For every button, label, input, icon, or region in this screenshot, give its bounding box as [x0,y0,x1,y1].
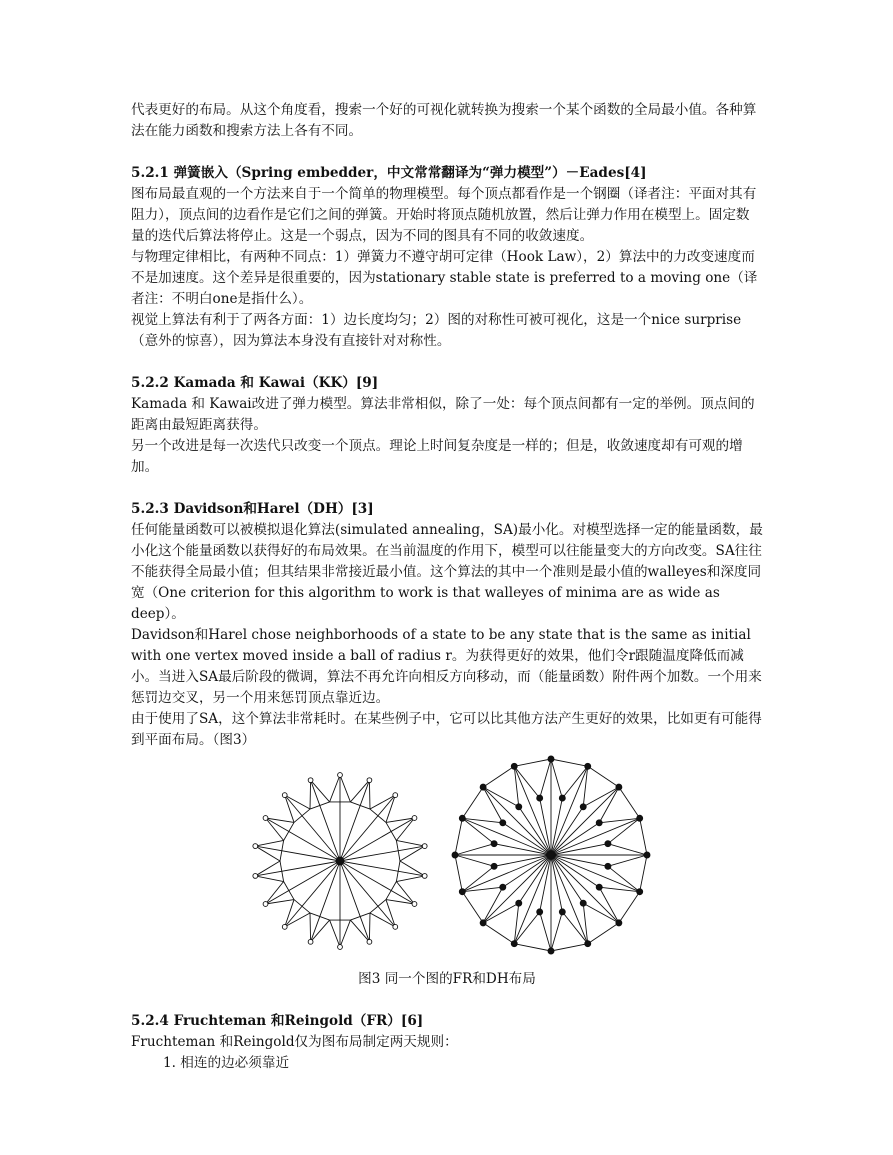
figure-3-graphs [131,755,763,967]
graph-edge [350,780,369,802]
graph-edge [551,944,588,951]
graph-node [338,773,343,778]
section-5-2-3-paragraph-2: Davidson和Harel chose neighborhoods of a state to be any state that is the same as initial with one vertex moved inside a ball of radius r。为获得更好的效果，他们令r跟随温度降低而减小。当进入SA最后阶段的微调，算法不再允许向相反方向移动，而（能量函数）附件两个加数。一个用来惩罚边交叉，另一个用来惩罚顶点靠近边。 [131,627,762,706]
graph-edge [562,766,587,798]
graph-edge [608,855,647,866]
graph-node [308,778,313,783]
graph-node [637,889,643,895]
graph-edge [455,855,462,892]
graph-edge [640,855,647,892]
graph-edge [514,944,551,951]
graph-node [548,948,554,954]
graph-edge [285,861,340,927]
graph-edge [396,882,414,904]
graph-edge [340,861,369,942]
graph-edge [551,759,562,798]
graph-node [516,900,522,906]
graph-edge [311,780,330,802]
section-heading-5-2-1: 5.2.1 弹簧嵌入（Spring embedder，中文常常翻译为“弹力模型”）－Eades[4] [131,165,647,181]
section-5-2-4-paragraph-1: Fruchteman 和Reingold仅为图布局制定两天规则： [131,1034,458,1050]
graph-edge [514,766,539,798]
graph-edge [551,759,588,766]
graph-node [393,793,398,798]
section-5-2-1-paragraph-1: 图布局最直观的一个方法来自于一个简单的物理模型。每个顶点都看作是一个钢圈（译者注：平面对其有阻力），顶点间的边看作是它们之间的弹簧。开始时将顶点随机放置，然后让弹力作用在模型上。固定数量的迭代后算法将停止。这是一个弱点，因为不同的图具有不同的收敛速度。 [131,186,757,244]
graph-node [596,884,602,890]
graph-edge [455,855,494,866]
graph-edge [640,818,647,855]
graph-node [644,852,650,858]
graph-node [511,941,517,947]
graph-edge [396,818,414,840]
fr-layout-graph-icon [253,773,427,950]
graph-node [282,793,287,798]
graph-edge [540,759,551,798]
graph-edge [608,866,640,891]
graph-node [263,902,268,907]
graph-edge [483,766,514,787]
graph-edge [255,840,283,846]
graph-node [537,795,543,801]
graph-node [459,815,465,821]
graph-node [580,804,586,810]
graph-node [616,784,622,790]
graph-edge [462,866,494,891]
graph-edge [619,787,640,818]
graph-edge [369,913,370,942]
graph-node [516,804,522,810]
section-5-2-3-paragraph-1: 任何能量函数可以被模拟退化算法(simulated annealing，SA)最小化。对模型选择一定的能量函数，最小化这个能量函数以获得好的布局效果。在当前温度的作用下，模型可以往能量变大的方向改变。SA往往不能获得全局最小值；但其结果非常接近最小值。这个算法的其中一个准则是最小值的walleyes和深度同宽（One criterion for this algorithm to work is that walleyes of minima are as wide as deep）。 [131,522,763,622]
graph-node [580,900,586,906]
section-5-2-1-paragraph-3: 视觉上算法有利于了两各方面：1）边长度均匀；2）图的对称性可被可视化，这是一个nice surprise（意外的惊喜），因为算法本身没有直接针对对称性。 [131,312,742,349]
section-heading-5-2-3: 5.2.3 Davidson和Harel（DH）[3] [131,501,374,517]
graph-edge [340,861,395,927]
graph-edge [462,892,483,923]
section-heading-5-2-4: 5.2.4 Fruchteman 和Reingold（FR）[6] [131,1013,424,1029]
graph-edge [311,861,340,942]
graph-edge [310,780,311,809]
graph-node [500,820,506,826]
graph-node [511,763,517,769]
graph-edge [396,876,424,882]
graph-node [605,863,611,869]
intro-paragraph: 代表更好的布局。从这个角度看，搜索一个好的可视化就转换为搜索一个某个函数的全局最小值。各种算法在能力函数和搜索方法上各有不同。 [131,102,757,139]
graph-node [585,763,591,769]
section-heading-5-2-2: 5.2.2 Kamada 和 Kawai（KK）[9] [131,375,379,391]
graph-node [616,920,622,926]
graph-edge [266,882,284,904]
graph-node [412,902,417,907]
graph-edge [396,840,424,846]
graph-edge [455,818,462,855]
graph-node [596,820,602,826]
graph-node [491,863,497,869]
graph-edge [330,920,340,947]
graph-edge [619,892,640,923]
graph-node [491,841,497,847]
graph-edge [462,818,494,843]
graph-node [412,816,417,821]
graph-node [480,920,486,926]
graph-edge [340,775,350,802]
graph-node [393,924,398,929]
graph-node [253,844,258,849]
section-5-2-1-paragraph-2: 与物理定律相比，有两种不同点：1）弹簧力不遵守胡可定律（Hook Law），2）算法中的力改变速度而不是加速度。这个差异是很重要的，因为stationary stable state is preferred to a moving one（译者注：不明白one是指什么）。 [131,249,758,307]
graph-node [637,815,643,821]
graph-edge [255,876,283,882]
graph-edge [483,923,514,944]
graph-edge [588,923,619,944]
dh-layout-graph-icon [452,756,650,954]
graph-node [308,939,313,944]
section-5-2-2-paragraph-2: 另一个改进是每一次迭代只改变一个顶点。理论上时间复杂度是一样的；但是，收敛速度却有可观的增加。 [131,438,743,475]
graph-edge [562,912,587,944]
graph-edge [311,920,330,942]
graph-node [422,844,427,849]
graph-edge [310,913,311,942]
graph-edge [551,912,562,951]
graph-node [500,884,506,890]
graph-node [367,778,372,783]
graph-edge [369,780,370,809]
graph-node [422,874,427,879]
graph-edge [540,912,551,951]
graph-node [452,852,458,858]
graph-node [367,939,372,944]
list-item: 1. 相连的边必须靠近 [163,1055,290,1071]
graph-node [459,889,465,895]
graph-edge [608,844,647,855]
graph-edge [330,775,340,802]
document-page [131,100,763,1074]
graph-edge [340,920,350,947]
graph-edge [514,912,539,944]
graph-node [605,841,611,847]
graph-edge [350,920,369,942]
graph-edge [340,795,395,861]
graph-node [338,945,343,950]
graph-edge [285,795,340,861]
graph-center-node [547,851,555,859]
graph-node [559,909,565,915]
graph-node [559,795,565,801]
graph-node [548,756,554,762]
graph-edge [588,766,619,787]
graph-center-node [336,857,344,865]
graph-node [282,924,287,929]
section-5-2-2-paragraph-1: Kamada 和 Kawai改进了弹力模型。算法非常相似，除了一处：每个顶点间都有一定的举例。顶点间的距离由最短距离获得。 [131,396,755,433]
graph-edge [266,818,284,840]
graph-edge [462,787,483,818]
graph-edge [608,818,640,843]
graph-edge [311,780,340,861]
graph-node [537,909,543,915]
section-5-2-3-paragraph-3: 由于使用了SA，这个算法非常耗时。在某些例子中，它可以比其他方法产生更好的效果，比如更有可能得到平面布局。（图3） [131,711,762,748]
figure-3-caption: 图3 同一个图的FR和DH布局 [358,971,536,987]
graph-edge [514,759,551,766]
figure-3 [131,755,763,967]
graph-node [253,874,258,879]
graph-node [585,941,591,947]
graph-node [480,784,486,790]
graph-node [263,816,268,821]
graph-edge [455,844,494,855]
graph-edge [340,780,369,861]
